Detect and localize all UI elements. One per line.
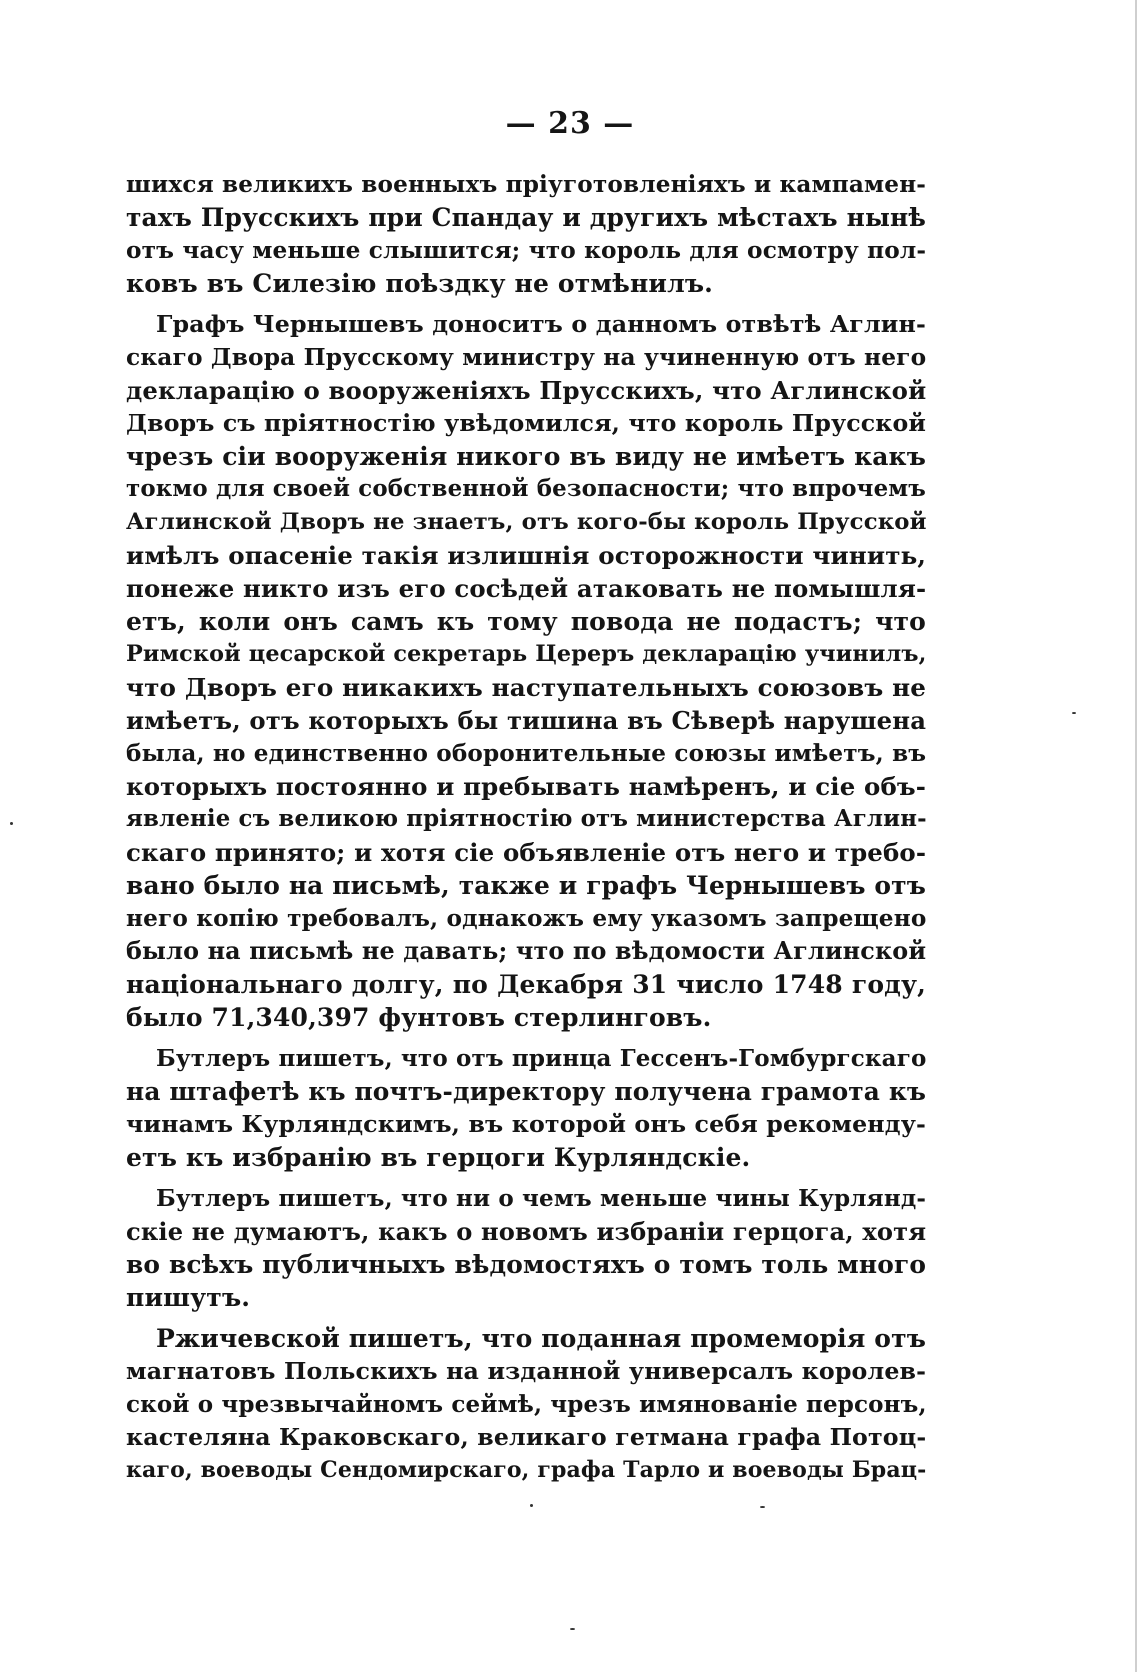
text-line: было 71,340,397 фунтовъ стерлинговъ. <box>126 1003 712 1032</box>
print-speck <box>760 1506 765 1508</box>
text-line: каго, воеводы Сендомирскаго, графа Тарло и воеводы Брац- <box>126 1457 927 1483</box>
text-line: вано было на письмѣ, также и графъ Чернышевъ отъ <box>126 871 926 900</box>
text-line: кастеляна Краковскаго, великаго гетмана графа Потоц- <box>126 1423 927 1451</box>
text-line: магнатовъ Польскихъ на изданной универсалъ королев- <box>126 1357 927 1385</box>
text-line: Бутлеръ пишетъ, что ни о чемъ меньше чины Курлянд- <box>156 1185 927 1212</box>
text-line: пишутъ. <box>126 1283 251 1312</box>
text-line: которыхъ постоянно и пребывать намѣренъ, и сіе объ- <box>126 772 926 801</box>
text-line: Дворъ съ пріятностію увѣдомился, что король Прусской <box>126 409 927 437</box>
text-line: что Дворъ его никакихъ наступательныхъ союзовъ не <box>126 673 927 702</box>
paragraph-gap <box>126 1174 926 1182</box>
text-line: скаго Двора Прусскому министру на учиненную отъ него <box>126 344 927 371</box>
text-line: Бутлеръ пишетъ, что отъ принца Гессенъ-Гомбургскаго <box>156 1045 927 1072</box>
page-edge-line <box>1135 0 1137 1672</box>
text-line: было на письмѣ не давать; что по вѣдомости Аглинской <box>126 937 927 965</box>
text-line: отъ часу меньше слышится; что король для осмотру пол- <box>126 237 927 264</box>
text-line: на штафетѣ къ почтъ-директору получена грамота къ <box>126 1077 927 1106</box>
text-line: ской о чрезвычайномъ сеймѣ, чрезъ имянованіе персонъ, <box>126 1391 927 1418</box>
print-speck <box>10 822 13 825</box>
text-line: во всѣхъ публичныхъ вѣдомостяхъ о томъ толь много <box>126 1250 927 1279</box>
text-line: декларацію о вооруженіяхъ Прусскихъ, что Аглинской <box>126 376 927 405</box>
text-line: понеже никто изъ его сосѣдей атаковать не помышля- <box>126 574 927 603</box>
text-line: етъ къ избранію въ герцоги Курляндскіе. <box>126 1143 751 1172</box>
text-line: явленіе съ великою пріятностію отъ министерства Аглин- <box>126 806 927 832</box>
text-line: токмо для своей собственной безопасности; что впрочемъ <box>126 476 926 502</box>
paragraph-gap <box>126 1314 926 1322</box>
text-line: етъ, коли онъ самъ къ тому повода не подастъ; что <box>126 607 926 636</box>
text-line: была, но единственно оборонительные союзы имѣетъ, въ <box>126 740 927 767</box>
text-line: шихся великихъ военныхъ пріуготовленіяхъ и кампамен- <box>126 171 927 198</box>
print-speck <box>1072 712 1076 714</box>
text-line: Графъ Чернышевъ доноситъ о данномъ отвѣтѣ Аглин- <box>156 310 926 338</box>
text-line: скаго принято; и хотя сіе объявленіе отъ него и требо- <box>126 838 927 867</box>
text-line: имѣетъ, отъ которыхъ бы тишина въ Сѣверѣ нарушена <box>126 706 927 735</box>
text-line: національнаго долгу, по Декабря 31 число 1748 году, <box>126 970 926 999</box>
text-line: имѣлъ опасеніе такія излишнія осторожности чинить, <box>126 541 927 570</box>
text-line: Ржичевской пишетъ, что поданная промеморія отъ <box>156 1324 926 1353</box>
print-speck <box>530 1504 533 1507</box>
body-text <box>126 168 926 1487</box>
text-line: Римской цесарской секретарь Цереръ декларацію учинилъ, <box>126 641 927 667</box>
text-line: него копію требовалъ, однакожъ ему указомъ запрещено <box>126 905 927 932</box>
print-speck <box>570 1628 575 1630</box>
text-line: Аглинской Дворъ не знаетъ, отъ кого-бы король Прусской <box>126 509 927 535</box>
text-line: ковъ въ Силезію поѣздку не отмѣнилъ. <box>126 269 714 298</box>
page-number: — 23 — <box>505 106 635 141</box>
text-line: скіе не думаютъ, какъ о новомъ избраніи герцога, хотя <box>126 1217 927 1246</box>
text-line: тахъ Прусскихъ при Спандау и другихъ мѣстахъ нынѣ <box>126 203 926 232</box>
text-line: чрезъ сіи вооруженія никого въ виду не имѣетъ какъ <box>126 442 926 471</box>
paragraph-gap <box>126 300 926 308</box>
text-line: чинамъ Курляндскимъ, въ которой онъ себя рекоменду- <box>126 1110 926 1138</box>
paragraph-gap <box>126 1034 926 1042</box>
